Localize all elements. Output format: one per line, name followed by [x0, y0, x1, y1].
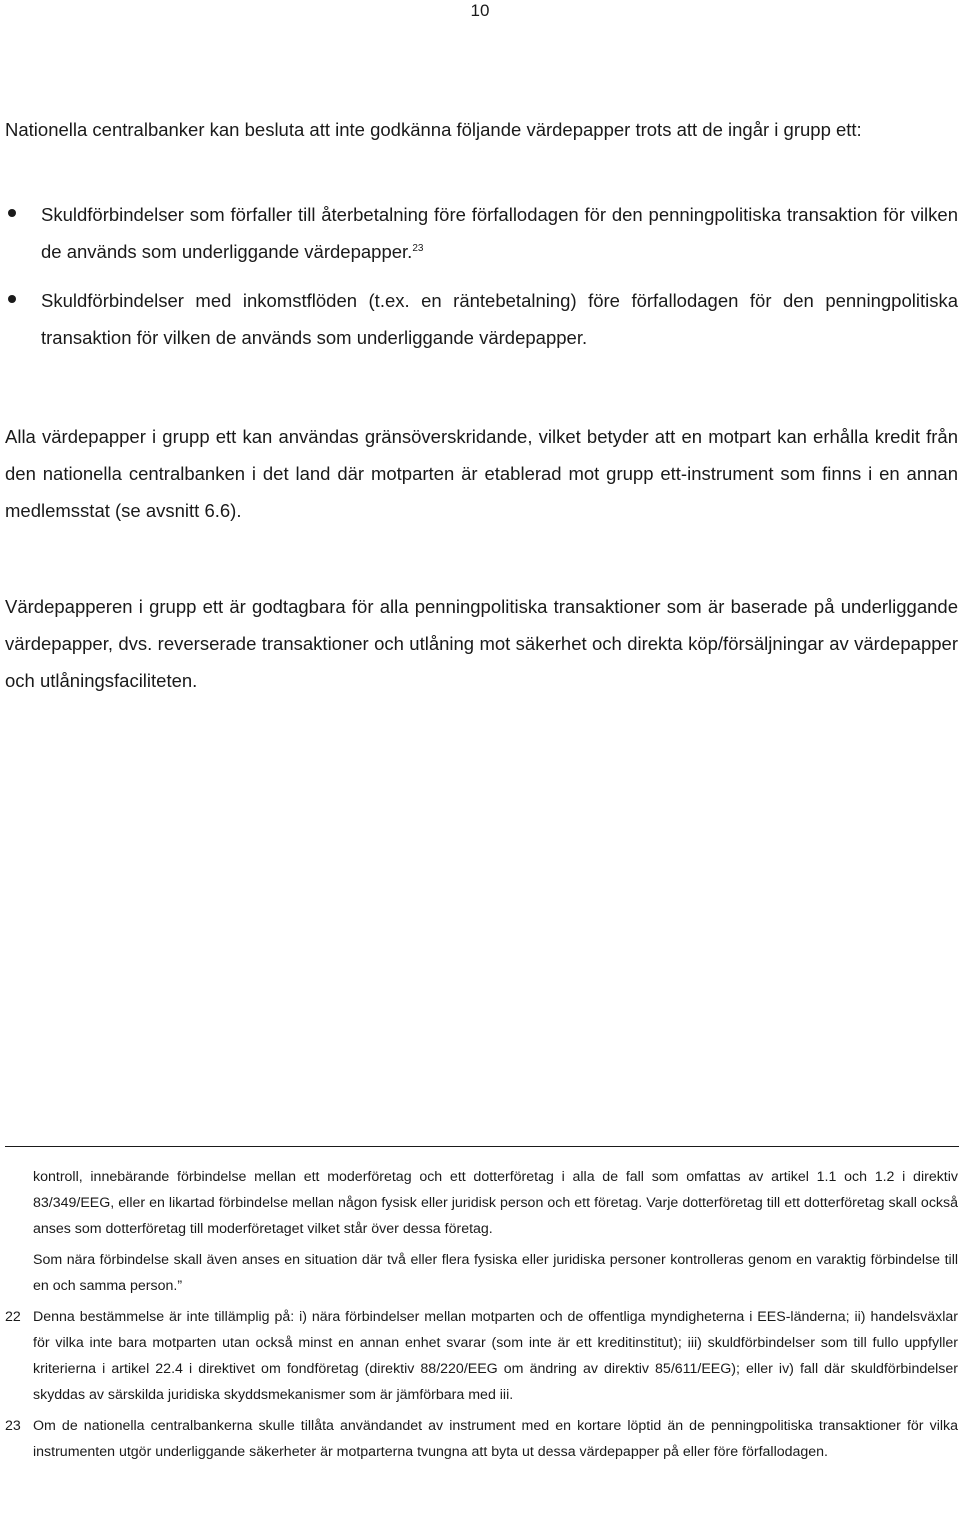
- footnote-number: 23: [5, 1418, 21, 1434]
- page-number: 10: [470, 1, 490, 20]
- paragraph-cross-border: Alla värdepapper i grupp ett kan användas gränsöverskridande, vilket betyder att en motpart kan erhålla kredit från den nationella centralbanken i det land där motparten är etablerad mot grupp ett-instrument som finns i en annan medlemsstat (se avsnitt 6.6).: [5, 426, 958, 521]
- bullet-dot-icon: [8, 209, 16, 217]
- bullet-item-income-flows: [0, 282, 958, 356]
- bullet-item-early-maturity: [0, 196, 958, 270]
- bullet-text: Skuldförbindelser med inkomstflöden (t.ex. en räntebetalning) före förfallodagen för den penningpolitiska transaktion för vilken de används som underliggande värdepapper.: [41, 290, 958, 348]
- footnote-continued: Som nära förbindelse skall även anses en situation där två eller flera fysiska eller juridiska personer kontrolleras genom en varaktig förbindelse till en och samma person.”: [33, 1252, 958, 1294]
- bullet-dot-icon: [8, 295, 16, 303]
- footnote-number: 22: [5, 1309, 21, 1325]
- footnote-reference: 23: [412, 243, 424, 254]
- footnote-continued: kontroll, innebärande förbindelse mellan ett moderföretag och ett dotterföretag i alla de fall som omfattas av artikel 1.1 och 1.2 i direktiv 83/349/EEG, eller en likartad förbindelse mellan någon fysisk eller juridisk person och ett företag. Varje dotterföretag till ett dotterföretag skall också anses som dotterföretag till moderföretaget vilket står över dessa företag.: [33, 1169, 958, 1237]
- intro-paragraph: Nationella centralbanker kan besluta att inte godkänna följande värdepapper trots att de ingår i grupp ett:: [5, 119, 862, 140]
- footnote-22: [5, 1304, 958, 1408]
- footnote-text: Om de nationella centralbankerna skulle tillåta användandet av instrument med en kortare löptid än de penningpolitiska transaktioner för vilka instrumenten utgör underliggande säkerheter är motparterna tvungna att byta ut dessa värdepapper på eller före förfallodagen.: [33, 1418, 958, 1460]
- bullet-list: [0, 196, 958, 368]
- paragraph-eligibility: Värdepapperen i grupp ett är godtagbara för alla penningpolitiska transaktioner som är baserade på underliggande värdepapper, dvs. reverserade transaktioner och utlåning mot säkerhet och direkta köp/försäljningar av värdepapper och utlåningsfaciliteten.: [5, 596, 958, 691]
- footnotes-section: [5, 1164, 958, 1465]
- footnote-separator: [5, 1146, 959, 1147]
- footnote-23: [5, 1413, 958, 1465]
- bullet-text: Skuldförbindelser som förfaller till återbetalning före förfallodagen för den penningpolitiska transaktion för vilken de används som underliggande värdepapper.: [41, 204, 958, 262]
- footnote-text: Denna bestämmelse är inte tillämplig på: i) nära förbindelser mellan motparten och de offentliga myndigheterna i EES-länderna; ii) handelsväxlar för vilka inte bara motparten utan också minst en annan enhet svarar (som inte är ett kreditinstitut); iii) skuldförbindelser som till fullo uppfyller kriterierna i artikel 22.4 i direktivet om fondföretag (direktiv 88/220/EEG om ändring av direktiv 85/611/EEG); eller iv) fall där skuldförbindelser skyddas av särskilda juridiska skyddsmekanismer som är jämförbara med iii.: [33, 1309, 958, 1403]
